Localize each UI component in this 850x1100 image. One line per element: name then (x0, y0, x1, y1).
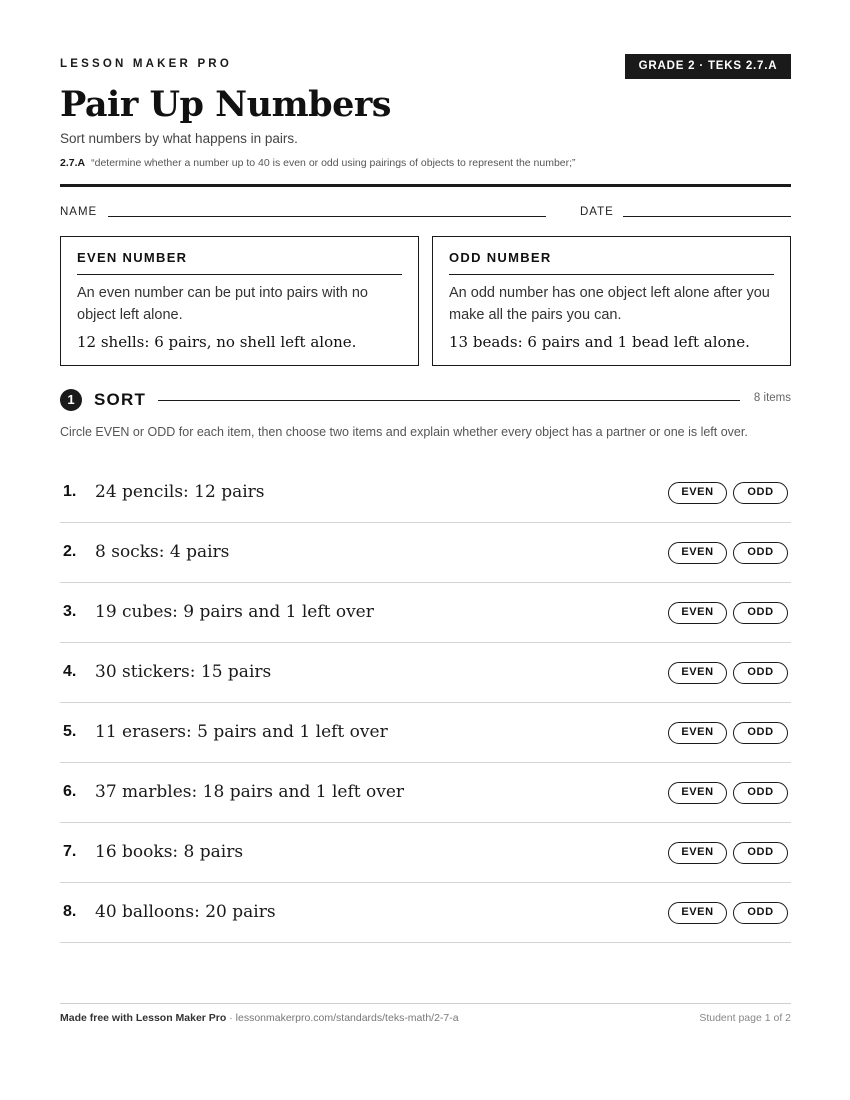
section-divider (158, 400, 740, 401)
item-number: 1. (63, 483, 77, 500)
brand-name: LESSON MAKER PRO (60, 58, 232, 70)
standard-code: 2.7.A (60, 157, 86, 169)
footer-made-by: Made free with Lesson Maker Pro (60, 1012, 227, 1024)
name-label: NAME (60, 206, 98, 218)
list-item (60, 583, 791, 643)
list-item (60, 643, 791, 703)
item-number: 2. (63, 543, 77, 560)
section-title: SORT (94, 390, 147, 409)
list-item (60, 523, 791, 583)
even-choice[interactable]: EVEN (668, 602, 727, 624)
list-item (60, 823, 791, 883)
standard-text: “determine whether a number up to 40 is even or odd using pairings of objects to represent the number;” (91, 157, 576, 169)
item-prompt: 11 erasers: 5 pairs and 1 left over (95, 722, 388, 742)
footer-separator: · (226, 1012, 236, 1024)
list-item (60, 763, 791, 823)
item-prompt: 37 marbles: 18 pairs and 1 left over (95, 782, 405, 802)
item-prompt: 40 balloons: 20 pairs (95, 902, 276, 922)
footer-credit (60, 1012, 459, 1024)
section-number-badge: 1 (60, 389, 82, 411)
item-number: 5. (63, 723, 77, 740)
odd-choice[interactable]: ODD (733, 842, 788, 864)
item-prompt: 16 books: 8 pairs (95, 842, 244, 862)
item-number: 7. (63, 843, 77, 860)
odd-choice[interactable]: ODD (733, 482, 788, 504)
section-instructions: Circle EVEN or ODD for each item, then choose two items and explain whether every object has a partner or one is left over. (60, 425, 748, 439)
worksheet-page (60, 0, 791, 1100)
odd-definition-text: An odd number has one object left alone after you make all the pairs you can. (449, 285, 770, 323)
date-field[interactable] (623, 216, 791, 217)
list-item (60, 463, 791, 523)
page-subtitle: Sort numbers by what happens in pairs. (60, 131, 298, 146)
name-field[interactable] (108, 216, 546, 217)
item-number: 8. (63, 903, 77, 920)
even-definition-example: 12 shells: 6 pairs, no shell left alone. (77, 333, 357, 351)
item-prompt: 30 stickers: 15 pairs (95, 662, 272, 682)
item-prompt: 19 cubes: 9 pairs and 1 left over (95, 602, 374, 622)
odd-choice[interactable]: ODD (733, 542, 788, 564)
odd-choice[interactable]: ODD (733, 662, 788, 684)
odd-definition-heading: ODD NUMBER (449, 250, 774, 275)
page-indicator: Student page 1 of 2 (699, 1012, 791, 1024)
even-choice[interactable]: EVEN (668, 482, 727, 504)
grade-badge: GRADE 2 · TEKS 2.7.A (625, 54, 791, 79)
even-choice[interactable]: EVEN (668, 842, 727, 864)
even-choice[interactable]: EVEN (668, 662, 727, 684)
footer-url[interactable]: lessonmakerpro.com/standards/teks-math/2-7-a (235, 1012, 459, 1024)
even-choice[interactable]: EVEN (668, 902, 727, 924)
odd-choice[interactable]: ODD (733, 782, 788, 804)
item-number: 6. (63, 783, 77, 800)
even-choice[interactable]: EVEN (668, 782, 727, 804)
item-prompt: 24 pencils: 12 pairs (95, 482, 265, 502)
list-item (60, 703, 791, 763)
even-choice[interactable]: EVEN (668, 722, 727, 744)
odd-choice[interactable]: ODD (733, 902, 788, 924)
header-divider (60, 184, 791, 187)
odd-choice[interactable]: ODD (733, 602, 788, 624)
even-choice[interactable]: EVEN (668, 542, 727, 564)
odd-definition-box (432, 236, 791, 366)
odd-choice[interactable]: ODD (733, 722, 788, 744)
item-prompt: 8 socks: 4 pairs (95, 542, 230, 562)
item-number: 3. (63, 603, 77, 620)
standard-statement (60, 157, 576, 169)
odd-definition-example: 13 beads: 6 pairs and 1 bead left alone. (449, 333, 750, 351)
even-definition-box (60, 236, 419, 366)
page-title: Pair Up Numbers (60, 84, 392, 125)
date-label: DATE (580, 206, 614, 218)
footer-divider (60, 1003, 791, 1004)
even-definition-text: An even number can be put into pairs with no object left alone. (77, 285, 368, 323)
item-list (60, 463, 791, 943)
even-definition-heading: EVEN NUMBER (77, 250, 402, 275)
item-count: 8 items (753, 392, 791, 404)
list-item (60, 883, 791, 943)
item-number: 4. (63, 663, 77, 680)
